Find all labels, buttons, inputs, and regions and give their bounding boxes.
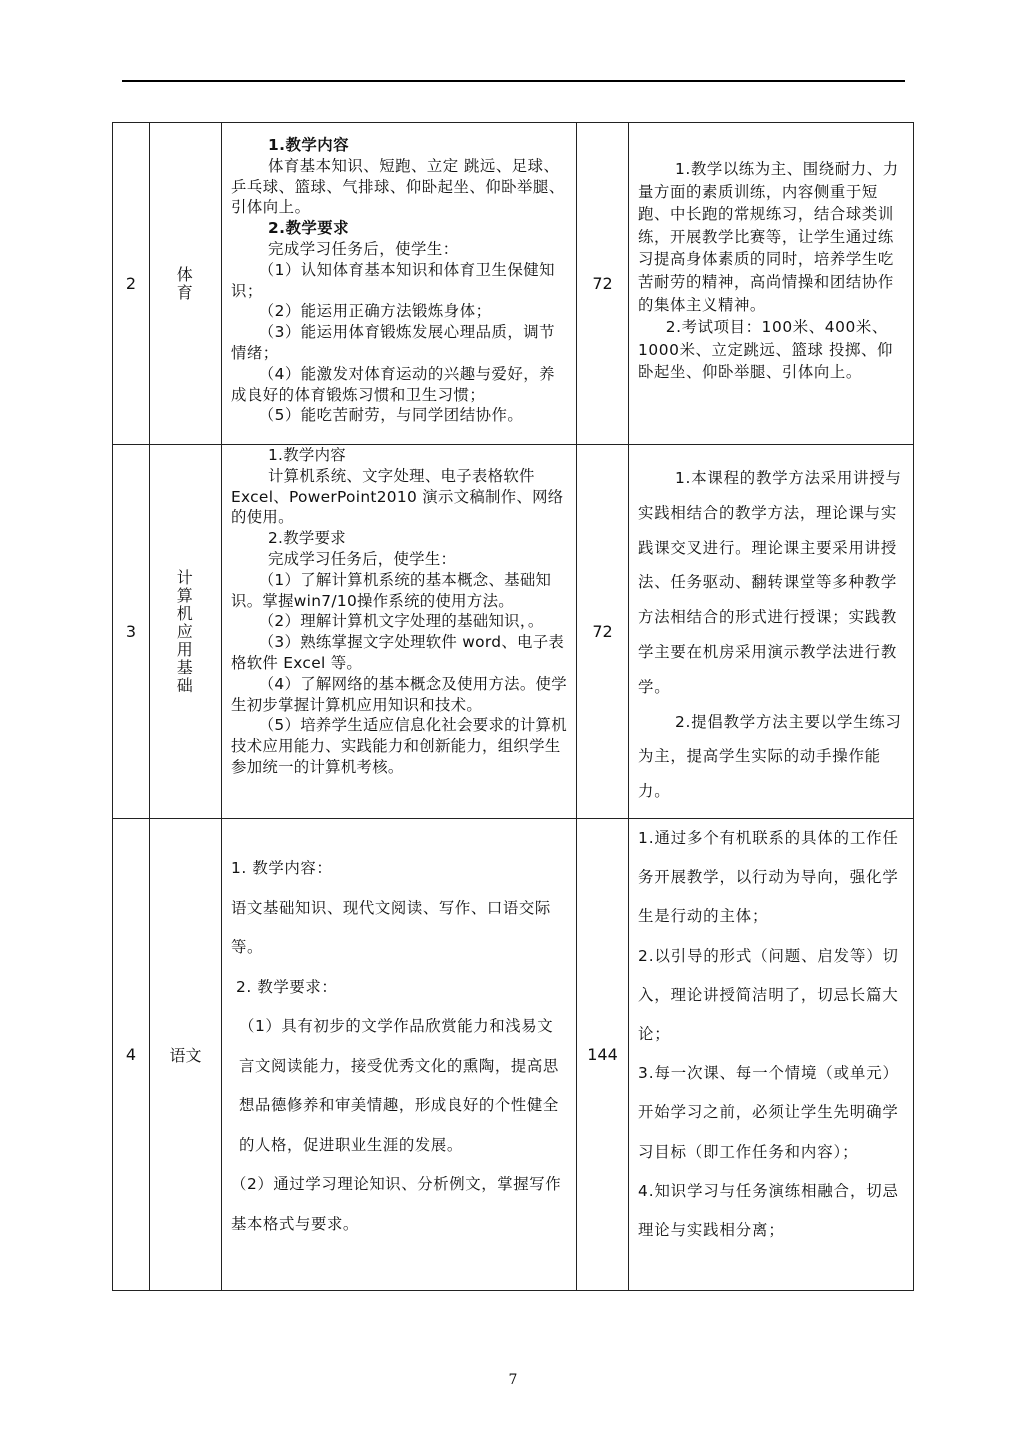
course-name-cell — [150, 445, 222, 819]
course-name: 计算机应用基础 — [176, 567, 193, 695]
requirement-item: （3）熟练掌握文字处理软件 word、电子表格软件 Excel 等。 — [231, 633, 565, 672]
curriculum-table — [112, 122, 914, 1291]
content-heading: 1. 教学内容： — [231, 859, 333, 877]
requirement-item: （3）能运用体育锻炼发展心理品质，调节情绪； — [231, 323, 556, 362]
header-rule — [122, 80, 905, 82]
method-text: 2.以引导的形式（问题、启发等）切入，理论讲授简洁明了，切忌长篇大论； — [638, 946, 899, 1044]
method-text: 2.考试项目：100米、400米、1000米、立定跳远、篮球 投掷、仰卧起坐、仰卧举腿、引体向上。 — [638, 318, 893, 382]
requirement-item: （1）具有初步的文学作品欣赏能力和浅易文言文阅读能力，接受优秀文化的熏陶，提高思想品德修养和审美情趣，形成良好的个性健全的人格，促进职业生涯的发展。 — [239, 1017, 559, 1154]
content-heading: 1.教学内容 — [267, 446, 346, 464]
requirement-item: （4）能激发对体育运动的兴趣与爱好，养成良好的体育锻炼习惯和卫生习惯； — [231, 364, 556, 404]
content-cell — [222, 445, 577, 819]
requirement-item: （1）认知体育基本知识和体育卫生保健知识； — [231, 260, 556, 300]
content-cell — [222, 819, 577, 1291]
method-text: 1.教学以练为主、围绕耐力、力量方面的素质训练，内容侧重于短跑、中长跑的常规练习，结合球类训练，开展教学比赛等，让学生通过练习提高身体素质的同时，培养学生吃苦耐劳的精神，高尚情操和团结协作的集体主义精神。 — [638, 160, 899, 314]
table-row — [113, 445, 914, 819]
table-row — [113, 123, 914, 445]
table-row — [113, 819, 914, 1291]
content-text: 语文基础知识、现代文阅读、写作、口语交际等。 — [231, 898, 551, 956]
method-cell — [629, 819, 914, 1291]
requirement-item: （2）通过学习理论知识、分析例文，掌握写作基本格式与要求。 — [231, 1175, 562, 1233]
row-number: 3 — [113, 445, 150, 819]
method-cell — [629, 445, 914, 819]
content-cell — [222, 123, 577, 445]
course-name-cell — [150, 123, 222, 445]
method-text: 4.知识学习与任务演练相融合，切忌理论与实践相分离； — [638, 1181, 899, 1240]
hours: 72 — [577, 445, 629, 819]
requirements-intro: 完成学习任务后，使学生： — [267, 239, 459, 258]
content-text: 计算机系统、文字处理、电子表格软件 Excel、PowerPoint2010 演示文稿制作、网络的使用。 — [231, 466, 564, 527]
content-text: 体育基本知识、短跑、立定 跳远、足球、乒乓球、篮球、气排球、仰卧起坐、仰卧举腿、引体向上。 — [231, 156, 565, 217]
method-text: 3.每一次课、每一个情境（或单元）开始学习之前，必须让学生先明确学习目标（即工作任务和内容）； — [638, 1064, 899, 1161]
requirements-heading: 2.教学要求 — [267, 219, 350, 238]
content-heading: 1.教学内容 — [267, 136, 350, 154]
course-name: 语文 — [150, 819, 222, 1291]
requirement-item: （5）能吃苦耐劳，与同学团结协作。 — [258, 406, 524, 425]
method-text: 1.本课程的教学方法采用讲授与实践相结合的教学方法，理论课与实践课交叉进行。理论课主要采用讲授法、任务驱动、翻转课堂等多种教学方法相结合的形式进行授课；实践教学主要在机房采用演示教学法进行教学。 — [638, 469, 902, 696]
requirement-item: （2）理解计算机文字处理的基础知识，。 — [258, 612, 544, 631]
hours: 72 — [577, 123, 629, 445]
row-number: 4 — [113, 819, 150, 1291]
requirement-item: （5）培养学生适应信息化社会要求的计算机技术应用能力、实践能力和创新能力，组织学生参加统一的计算机考核。 — [231, 716, 567, 776]
requirements-heading: 2. 教学要求： — [236, 977, 338, 996]
requirements-heading: 2.教学要求 — [267, 529, 346, 548]
requirement-item: （1）了解计算机系统的基本概念、基础知识。掌握win7/10操作系统的使用方法。 — [231, 570, 552, 610]
method-text: 2.提倡教学方法主要以学生练习为主，提高学生实际的动手操作能力。 — [638, 712, 902, 801]
method-text: 1.通过多个有机联系的具体的工作任务开展教学，以行动为导向，强化学生是行动的主体； — [638, 829, 899, 926]
hours: 144 — [577, 819, 629, 1291]
course-name: 体育 — [176, 264, 193, 302]
requirements-intro: 完成学习任务后，使学生： — [267, 549, 457, 568]
method-cell — [629, 123, 914, 445]
row-number: 2 — [113, 123, 150, 445]
page-number: 7 — [508, 1372, 518, 1388]
requirement-item: （4）了解网络的基本概念及使用方法。使学生初步掌握计算机应用知识和技术。 — [231, 674, 567, 714]
requirement-item: （2）能运用正确方法锻炼身体； — [258, 302, 492, 321]
